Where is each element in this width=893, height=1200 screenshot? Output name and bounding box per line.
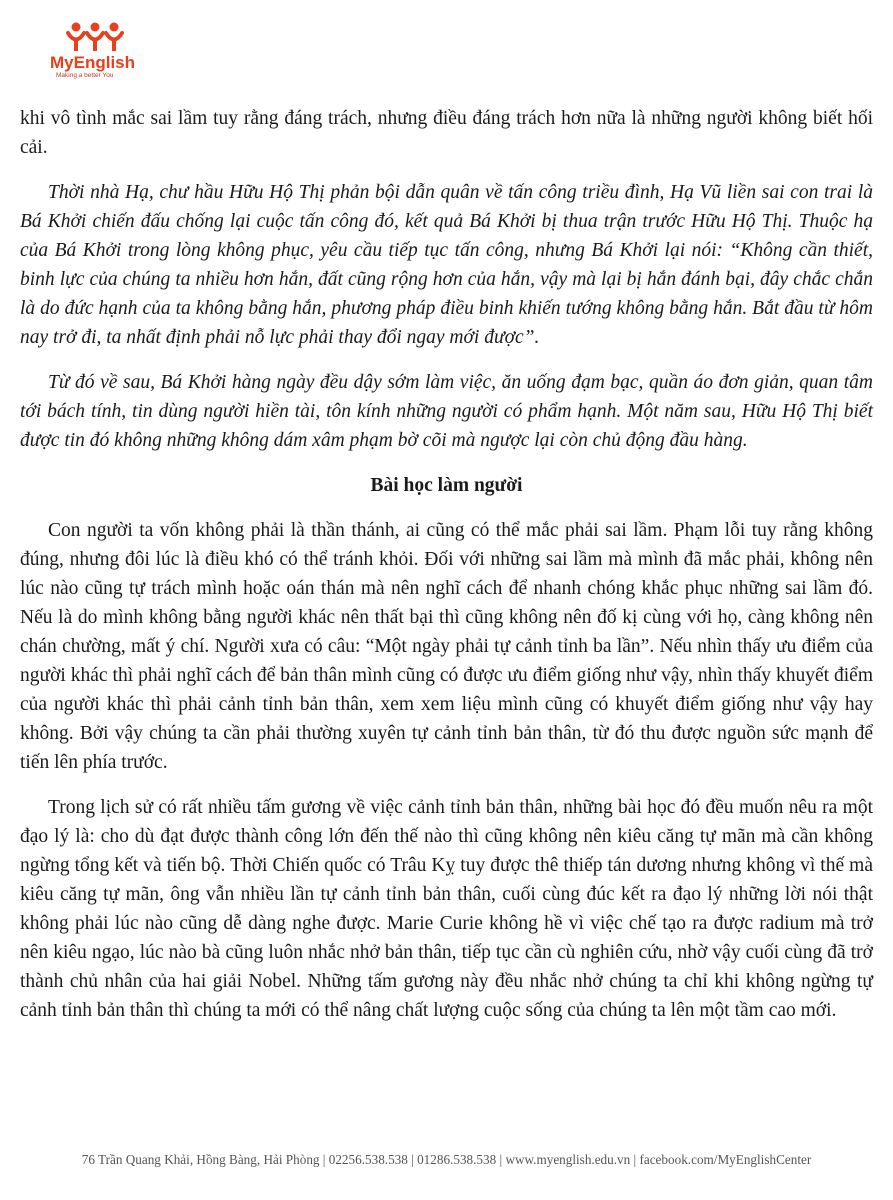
- lesson-paragraph: Trong lịch sử có rất nhiều tấm gương về việc cảnh tỉnh bản thân, những bài học đó đều muốn nêu ra một đạo lý là: cho dù đạt được thành công lớn đến thế nào thì cũng không nên kiêu căng tự mãn mà cần không ngừng tổng kết và tiến bộ. Thời Chiến quốc có Trâu Kỵ tuy được thê thiếp tán dương nhưng không vì thế mà kiêu căng tự mãn, ông vẫn nhiều lần tự cảnh tỉnh bản thân, cuối cùng đúc kết ra đạo lý những lời nói thật không phải lúc nào cũng dễ dàng nghe được. Marie Curie không hề vì việc chế tạo ra được radium mà trở nên kiêu ngạo, lúc nào bà cũng luôn nhắc nhở bản thân, tiếp tục cần cù nghiên cứu, nhờ vậy cuối cùng đã trở thành chủ nhân của hai giải Nobel. Những tấm gương này đều nhắc nhở chúng ta chỉ khi không ngừng tự cảnh tỉnh bản thân thì chúng ta mới có thể nâng chất lượng cuộc sống của chúng ta lên một tầm cao mới.: [20, 797, 873, 1021]
- page-footer: 76 Trần Quang Khải, Hồng Bàng, Hải Phòng | 02256.538.538 | 01286.538.538 | www.myenglish.edu.vn | facebook.com/MyEnglishCenter: [81, 1152, 812, 1167]
- brand-name: MyEnglish: [50, 53, 136, 72]
- lesson-paragraph: Con người ta vốn không phải là thần thánh, ai cũng có thể mắc phải sai lầm. Phạm lỗi tuy rằng không đúng, nhưng đôi lúc là điều khó có thể tránh khỏi. Đối với những sai lầm mà mình đã mắc phải, không nên lúc nào cũng tự trách mình hoặc oán thán mà nên nghĩ cách để nhanh chóng khắc phục những sai lầm đó. Nếu là do mình không bằng người khác nên thất bại thì cũng không nên đố kị cùng với họ, càng không nên chán chường, mất ý chí. Người xưa có câu: “Một ngày phải tự cảnh tỉnh ba lần”. Nếu nhìn thấy ưu điểm của người khác thì phải nghĩ cách để bản thân mình cũng có được ưu điểm giống như vậy, nhìn thấy khuyết điểm của người khác thì phải cảnh tỉnh bản thân, xem xem liệu mình cũng có khuyết điểm giống như vậy hay không. Bởi vậy chúng ta cần phải thường xuyên tự cảnh tỉnh bản thân, từ đó thu được nguồn sức mạnh để tiến lên phía trước.: [20, 520, 873, 773]
- paragraph-intro-continuation: khi vô tình mắc sai lầm tuy rằng đáng trách, nhưng điều đáng trách hơn nữa là những người không biết hối cải.: [20, 108, 873, 158]
- story-paragraph: Thời nhà Hạ, chư hầu Hữu Hộ Thị phản bội dẫn quân về tấn công triều đình, Hạ Vũ liền sai con trai là Bá Khởi chiến đấu chống lại cuộc tấn công đó, kết quả Bá Khởi bị thua trận trước Hữu Hộ Thị. Thuộc hạ của Bá Khởi trong lòng không phục, yêu cầu tiếp tục tấn công, nhưng Bá Khởi lại nói: “Không cần thiết, binh lực của chúng ta nhiều hơn hắn, đất cũng rộng hơn của hắn, vậy mà lại bị hắn đánh bại, đây chắc chắn là do đức hạnh của ta không bằng hắn, phương pháp điều binh khiến tướng không bằng hắn. Bắt đầu từ hôm nay trở đi, ta nhất định phải nỗ lực phải thay đổi ngay mới được”.: [20, 182, 873, 348]
- brand-logo: [50, 22, 154, 92]
- section-title: Bài học làm người: [370, 475, 523, 496]
- brand-tagline: Making a better You: [56, 72, 114, 79]
- document-body: [20, 104, 873, 1041]
- three-people-figures-icon: [66, 22, 124, 52]
- story-paragraph: Từ đó về sau, Bá Khởi hàng ngày đều dậy sớm làm việc, ăn uống đạm bạc, quần áo đơn giản, quan tâm tới bách tính, tin dùng người hiền tài, tôn kính những người có phẩm hạnh. Một năm sau, Hữu Hộ Thị biết được tin đó không những không dám xâm phạm bờ cõi mà ngược lại còn chủ động đầu hàng.: [20, 372, 873, 451]
